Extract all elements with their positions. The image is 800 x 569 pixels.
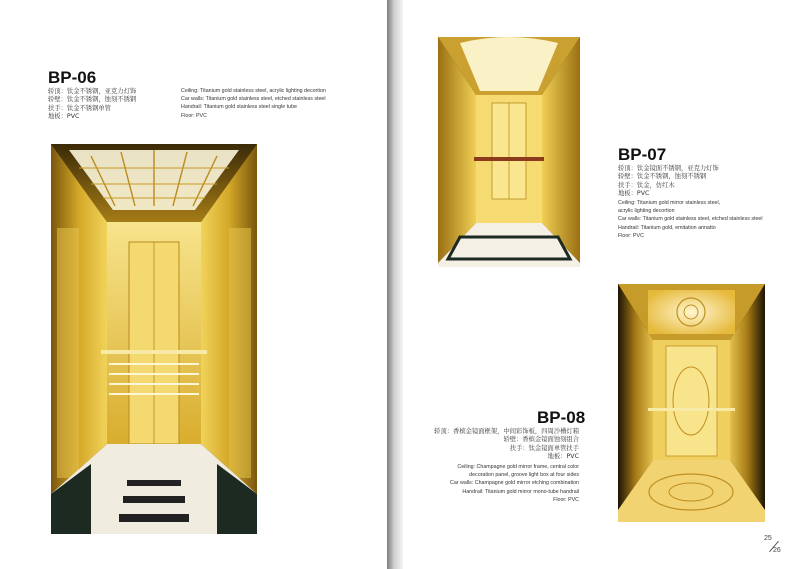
product-code-bp08: BP-08 — [537, 408, 586, 427]
spec-line: Ceiling: Titanium gold mirror stainless steel, — [618, 200, 721, 206]
elevator-photo-bp06 — [51, 144, 257, 534]
spec-line: 轿壁：钛金不锈钢，蚀刻不锈钢 — [48, 96, 137, 104]
spec-line: Car walls: Titanium gold stainless steel, etched stainless steel — [618, 216, 763, 223]
elevator-photo-bp07 — [438, 37, 580, 267]
spec-line: 轿壁：钛金不锈钢，蚀刻不锈钢 — [618, 173, 707, 181]
specs-cn-bp07 — [618, 165, 719, 199]
spec-line: Floor: PVC — [618, 232, 644, 239]
spec-line: 扶手：钛金不锈钢单管 — [48, 104, 111, 112]
left-page — [0, 0, 387, 569]
elevator-illustration-bp08 — [618, 284, 765, 522]
elevator-illustration-bp07 — [438, 37, 580, 267]
specs-en-bp06 — [181, 87, 326, 120]
specs-cn-bp06 — [48, 88, 136, 122]
spec-line: Ceiling: Champagne gold mirror frame, central color — [457, 464, 579, 470]
elevator-photo-bp08 — [618, 284, 765, 522]
spec-line: 轿壁：香槟金镜面蚀刻组合 — [503, 436, 579, 444]
specs-en-bp07 — [618, 199, 763, 240]
specs-cn-bp08 — [434, 428, 579, 462]
spec-line: 地板：PVC — [618, 190, 650, 198]
book-gutter — [387, 0, 403, 569]
spec-line: Handrail: Titanium gold, emitation annatto — [618, 224, 716, 231]
spec-line: Handrail: Titanium gold stainless steel single tube — [181, 104, 298, 111]
page-number-left: 25 — [764, 535, 772, 542]
spec-line: Floor: PVC — [553, 496, 579, 503]
spec-line: 扶手：钛金镜面单管扶手 — [509, 444, 579, 452]
spec-line: 轿顶：钛金不锈钢，亚克力灯饰 — [48, 88, 137, 95]
right-page — [403, 0, 800, 569]
spec-line: 地板：PVC — [48, 113, 80, 121]
spec-line: acrylic lighting decortion — [618, 208, 675, 215]
spec-line: Car walls: Titanium gold stainless steel, etched stainless steel — [181, 96, 326, 103]
spec-line: Floor: PVC — [181, 112, 207, 119]
spec-line: 地板：PVC — [547, 453, 579, 461]
specs-en-bp08 — [450, 463, 579, 504]
product-code-bp06: BP-06 — [48, 68, 97, 87]
elevator-illustration-bp06 — [51, 144, 257, 534]
product-code-bp07: BP-07 — [618, 145, 667, 164]
spec-line: 轿顶：钛金镜面不锈钢，亚克力灯饰 — [618, 165, 719, 172]
spec-line: 轿顶：香槟金镜面框架，中间彩饰板，四周沙槽灯箱 — [434, 428, 579, 435]
spec-line: 扶手：钛金，仿红木 — [618, 181, 675, 189]
spec-line: decoration panel, groove light box at four sides — [469, 472, 579, 479]
page-number-right: 26 — [773, 547, 781, 554]
spec-line: Car walls: Champagne gold mirror etching combination — [450, 480, 579, 487]
spec-line: Ceiling: Titanium gold stainless steel, acrylic lighting decortion — [181, 88, 326, 94]
spec-line: Handrail: Titanium gold mirror mono-tube handrail — [462, 488, 579, 495]
